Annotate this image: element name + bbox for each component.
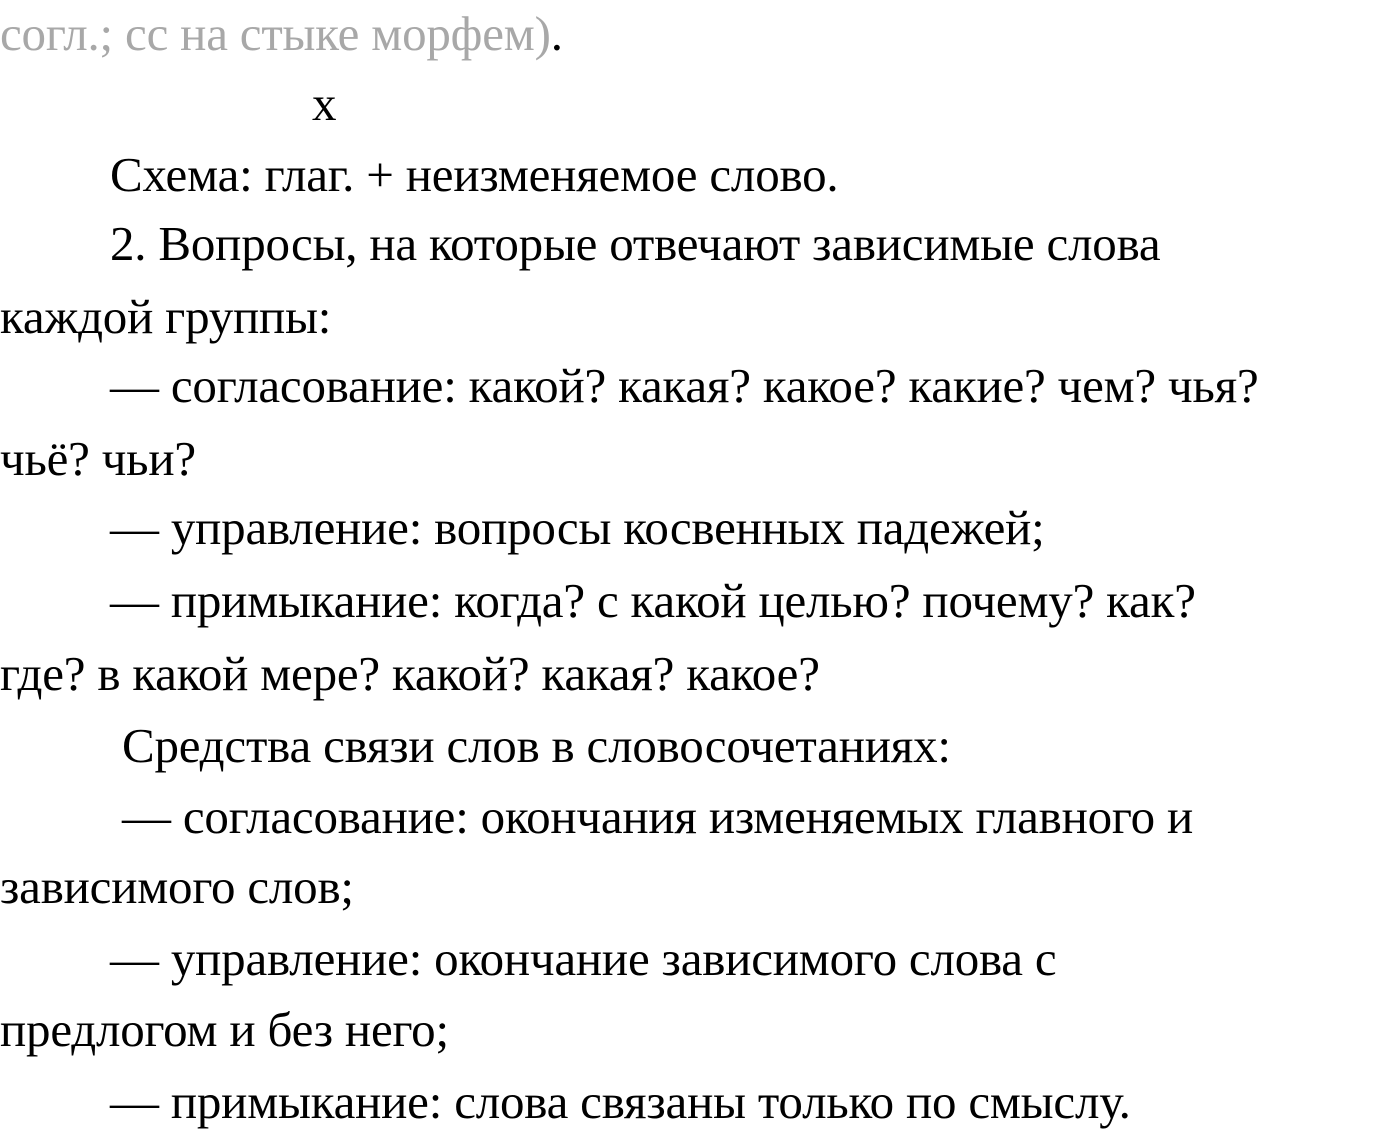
means-heading-line: Средства связи слов в словосочетаниях: <box>122 718 951 773</box>
agreement-questions-line-1: — согласование: какой? какая? какое? какие? чем? чья? <box>110 358 1259 413</box>
faded-fragment-text: согл.; сс на стыке морфем) <box>0 6 551 61</box>
agreement-means-line-2: зависимого слов; <box>0 859 354 914</box>
fragment-period: . <box>550 6 563 61</box>
government-questions-line: — управление: вопросы косвенных падежей; <box>110 500 1045 555</box>
government-means-line-2: предлогом и без него; <box>0 1002 449 1057</box>
scheme-line: Схема: глаг. + неизменяемое слово. <box>110 147 839 202</box>
questions-heading-line-1: 2. Вопросы, на которые отвечают зависимые слова <box>110 216 1161 271</box>
adjunction-questions-line-2: где? в какой мере? какой? какая? какое? <box>0 646 820 701</box>
top-fragment-line <box>0 4 563 64</box>
adjunction-questions-line-1: — примыкание: когда? с какой целью? почему? как? <box>110 573 1196 628</box>
government-means-line-1: — управление: окончание зависимого слова с <box>110 931 1057 986</box>
marker-x: х <box>312 76 337 131</box>
agreement-means-line-1: — согласование: окончания изменяемых главного и <box>122 789 1193 844</box>
agreement-questions-line-2: чьё? чьи? <box>0 431 196 486</box>
adjunction-means-line: — примыкание: слова связаны только по смыслу. <box>110 1074 1131 1129</box>
questions-heading-line-2: каждой группы: <box>0 289 332 344</box>
